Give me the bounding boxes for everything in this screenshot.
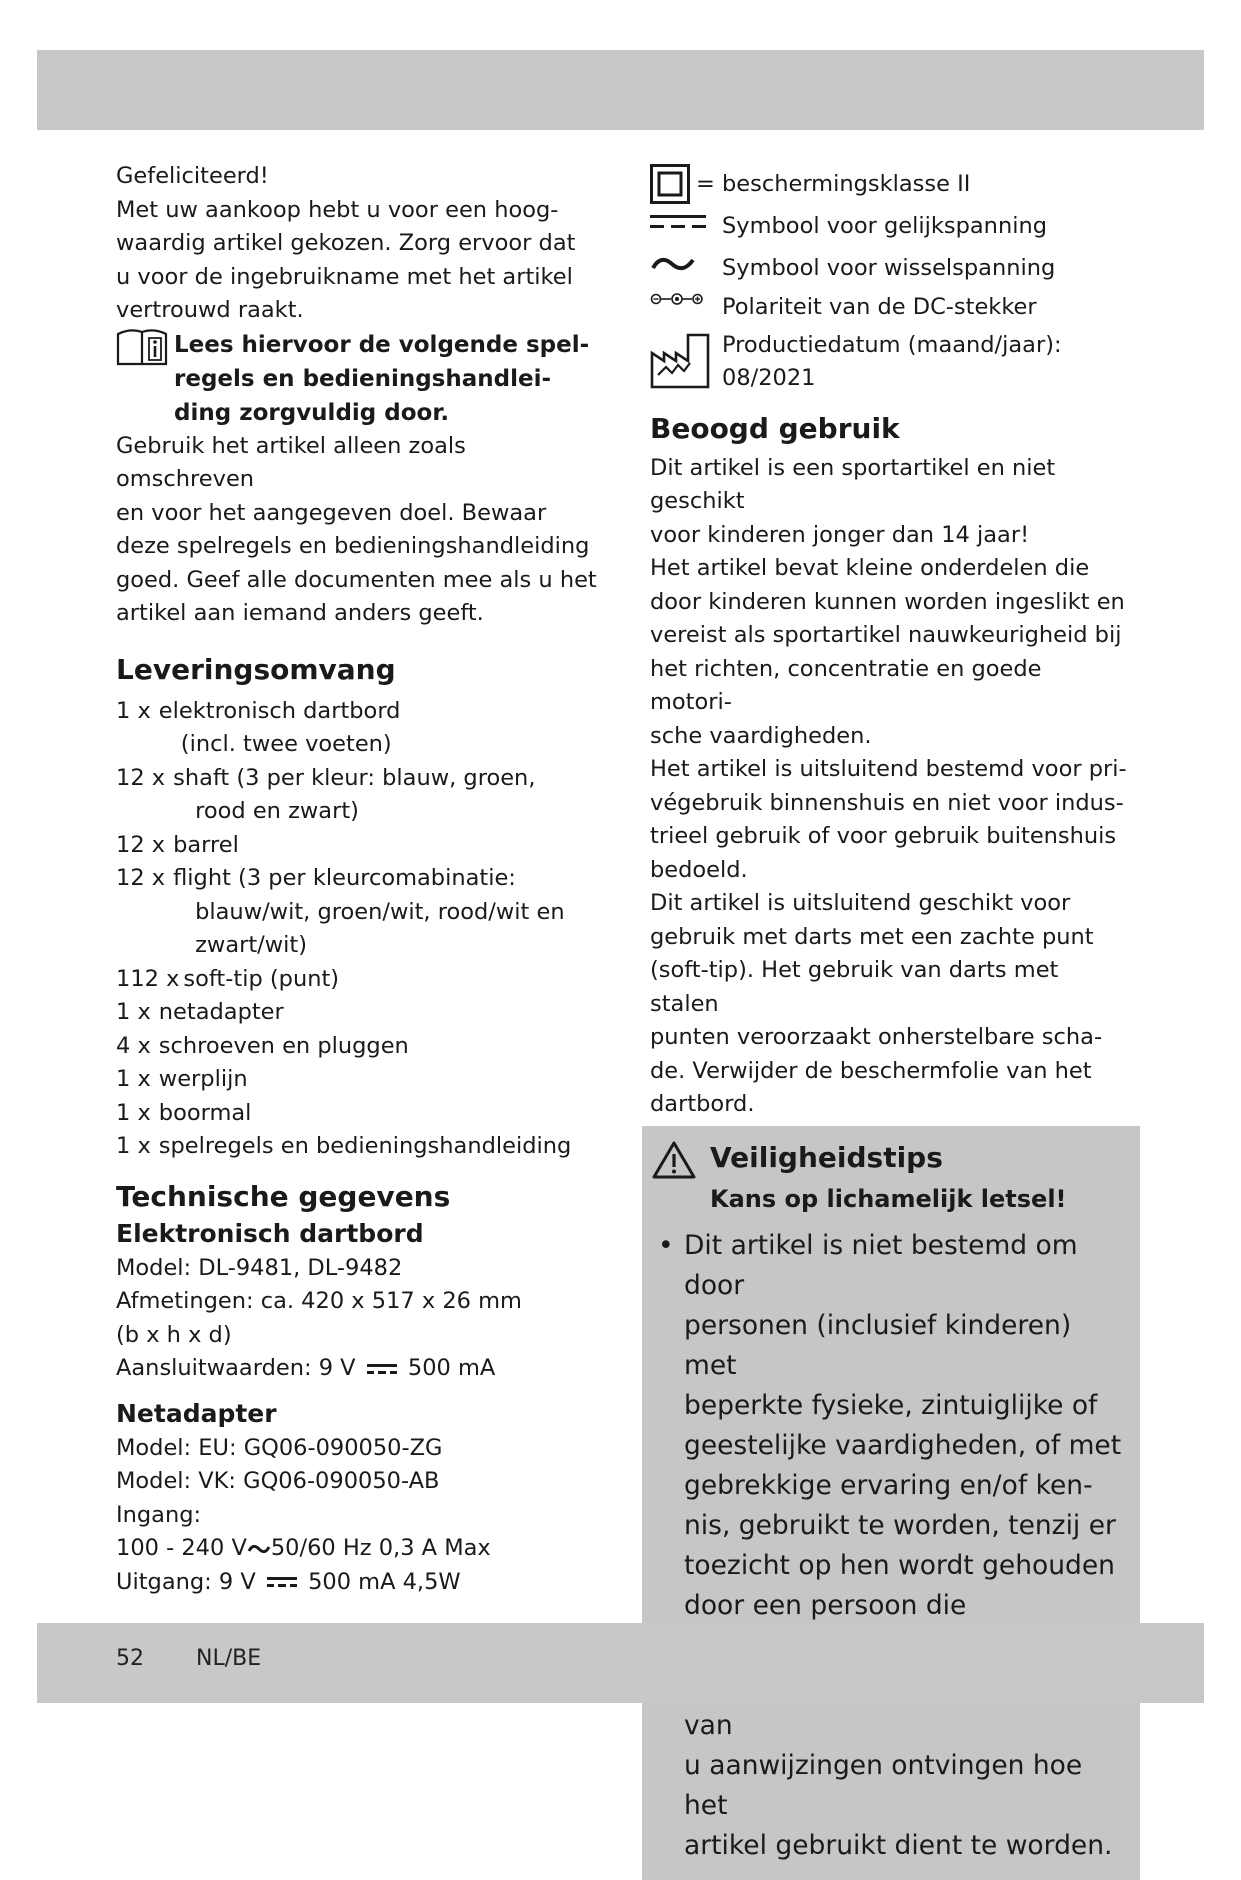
usage-line: deze spelregels en bedieningshandleiding bbox=[116, 533, 590, 559]
intended-use-text: Dit artikel is een sportartikel en niet geschikt voor kinderen jonger dan 14 jaar! Het artikel bevat kleine onderdelen die door kinderen kunnen worden ingeslikt en vereist als sportartikel nauwkeurigheid bij het richten, concentratie en goede motori- sche vaardigheden. Het artikel is uitsluitend bestemd voor pri- végebruik binnenshuis en niet voor indus- trieel gebruik of voor gebruik buitenshuis bedoeld. Dit artikel is uitsluitend geschikt voor gebruik met darts met een zachte punt (soft-tip). Het gebruik van darts met stalen punten veroorzaakt onherstelbare scha- de. Verwijder de beschermfolie van het dartbord. bbox=[650, 454, 1127, 1117]
language-code: NL/BE bbox=[196, 1646, 262, 1671]
list-item: 4 x schroeven en pluggen bbox=[116, 1032, 409, 1059]
note-line: ding zorgvuldig door. bbox=[174, 399, 450, 426]
symbol-row: = beschermingsklasse II bbox=[650, 164, 1130, 204]
note-line: regels en bedieningshandlei- bbox=[174, 365, 552, 392]
safety-subtitle: Kans op lichamelijk letsel! bbox=[710, 1184, 1067, 1213]
symbol-row: Polariteit van de DC-stekker bbox=[650, 291, 1130, 325]
symbol-row: Symbool voor wisselspanning bbox=[650, 252, 1130, 286]
ac-voltage-icon bbox=[650, 252, 696, 278]
safety-title: Veiligheidstips bbox=[710, 1140, 943, 1174]
protection-class-ii-icon bbox=[650, 164, 690, 204]
usage-text bbox=[116, 430, 608, 631]
manufacture-date-icon bbox=[650, 331, 710, 389]
symbol-row: Symbool voor gelijkspanning bbox=[650, 210, 1130, 244]
bullet-marker: • bbox=[658, 1229, 674, 1261]
adapter-output: Uitgang: 9 V 500 mA 4,5W bbox=[116, 1568, 461, 1595]
dc-voltage-icon bbox=[367, 1363, 397, 1375]
list-item: 1 x spelregels en bedieningshandleiding bbox=[116, 1133, 572, 1159]
tech-connection: Aansluitwaarden: 9 V 500 mA bbox=[116, 1355, 496, 1381]
tech-dimensions: Afmetingen: ca. 420 x 517 x 26 mm bbox=[116, 1288, 522, 1314]
adapter-input-label: Ingang: bbox=[116, 1501, 202, 1528]
ac-voltage-icon bbox=[247, 1541, 271, 1557]
read-manual-note bbox=[116, 328, 608, 430]
list-item: 12 x flight (3 per kleurcomabinatie: blauw/wit, groen/wit, rood/wit en zwart/wit) bbox=[116, 865, 565, 958]
adapter-model-eu: Model: EU: GQ06-090050-ZG bbox=[116, 1434, 443, 1461]
tech-model: Model: DL-9481, DL-9482 bbox=[116, 1254, 403, 1281]
tech-heading: Technische gegevens bbox=[116, 1179, 451, 1213]
usage-line: artikel aan iemand anders geeft. bbox=[116, 600, 484, 626]
dc-polarity-icon bbox=[650, 291, 704, 307]
warning-icon bbox=[652, 1140, 696, 1180]
list-item: 12 x barrel bbox=[116, 831, 239, 858]
list-item: 12 x shaft (3 per kleur: blauw, groen, rood en zwart) bbox=[116, 764, 536, 824]
header-band bbox=[37, 50, 1204, 130]
scope-list bbox=[116, 695, 608, 1164]
right-column bbox=[650, 160, 1130, 1880]
left-column bbox=[116, 160, 608, 1599]
intended-use-heading: Beoogd gebruik bbox=[650, 411, 900, 445]
intro-text bbox=[116, 160, 608, 328]
safety-header bbox=[652, 1138, 1128, 1180]
symbol-row: Productiedatum (maand/jaar): 08/2021 bbox=[650, 329, 1130, 396]
list-item: 1 x werplijn bbox=[116, 1066, 248, 1092]
dc-voltage-icon bbox=[650, 210, 706, 234]
tech-dimensions-note: (b x h x d) bbox=[116, 1321, 232, 1348]
intro-line: Met uw aankoop hebt u voor een hoog- bbox=[116, 196, 559, 223]
list-item: 1 x boormal bbox=[116, 1099, 252, 1126]
list-item: 1 x netadapter bbox=[116, 999, 284, 1025]
intro-line: waardig artikel gekozen. Zorg ervoor dat bbox=[116, 230, 576, 256]
adapter-model-vk: Model: VK: GQ06-090050-AB bbox=[116, 1468, 440, 1494]
usage-line: goed. Geef alle documenten mee als u het bbox=[116, 566, 597, 593]
adapter-heading: Netadapter bbox=[116, 1398, 277, 1428]
note-line: Lees hiervoor de volgende spel- bbox=[174, 331, 590, 358]
page-number: 52 bbox=[116, 1646, 144, 1671]
tech-subheading: Elektronisch dartbord bbox=[116, 1218, 424, 1248]
list-item: 112 x soft-tip (punt) bbox=[116, 965, 340, 992]
manual-info-icon bbox=[116, 328, 170, 368]
intro-line: Gefeliciteerd! bbox=[116, 163, 269, 189]
safety-bullet: • Dit artikel is niet bestemd om door personen (inclusief kinderen) met beperkte fysieke, zintuiglijke of geestelijke vaardigheden, of met gebrekkige ervaring en/of ken- nis, gebruikt te worden, tenzij er toezicht op hen wordt gehouden door een persoon die van u aanwijzingen ontvingen hoe het artikel gebruikt dient te worden. bbox=[652, 1226, 1128, 1866]
list-item: 1 x elektronisch dartbord (incl. twee voeten) bbox=[116, 697, 401, 757]
adapter-input: 100 - 240 V 50/60 Hz 0,3 A Max bbox=[116, 1535, 491, 1561]
usage-line: Gebruik het artikel alleen zoals omschreven bbox=[116, 432, 466, 492]
safety-box bbox=[642, 1126, 1140, 1880]
usage-line: en voor het aangegeven doel. Bewaar bbox=[116, 499, 547, 526]
dc-voltage-icon bbox=[267, 1576, 297, 1588]
scope-heading: Leveringsomvang bbox=[116, 652, 396, 686]
intro-line: u voor de ingebruikname met het artikel bbox=[116, 263, 573, 290]
intro-line: vertrouwd raakt. bbox=[116, 297, 304, 323]
